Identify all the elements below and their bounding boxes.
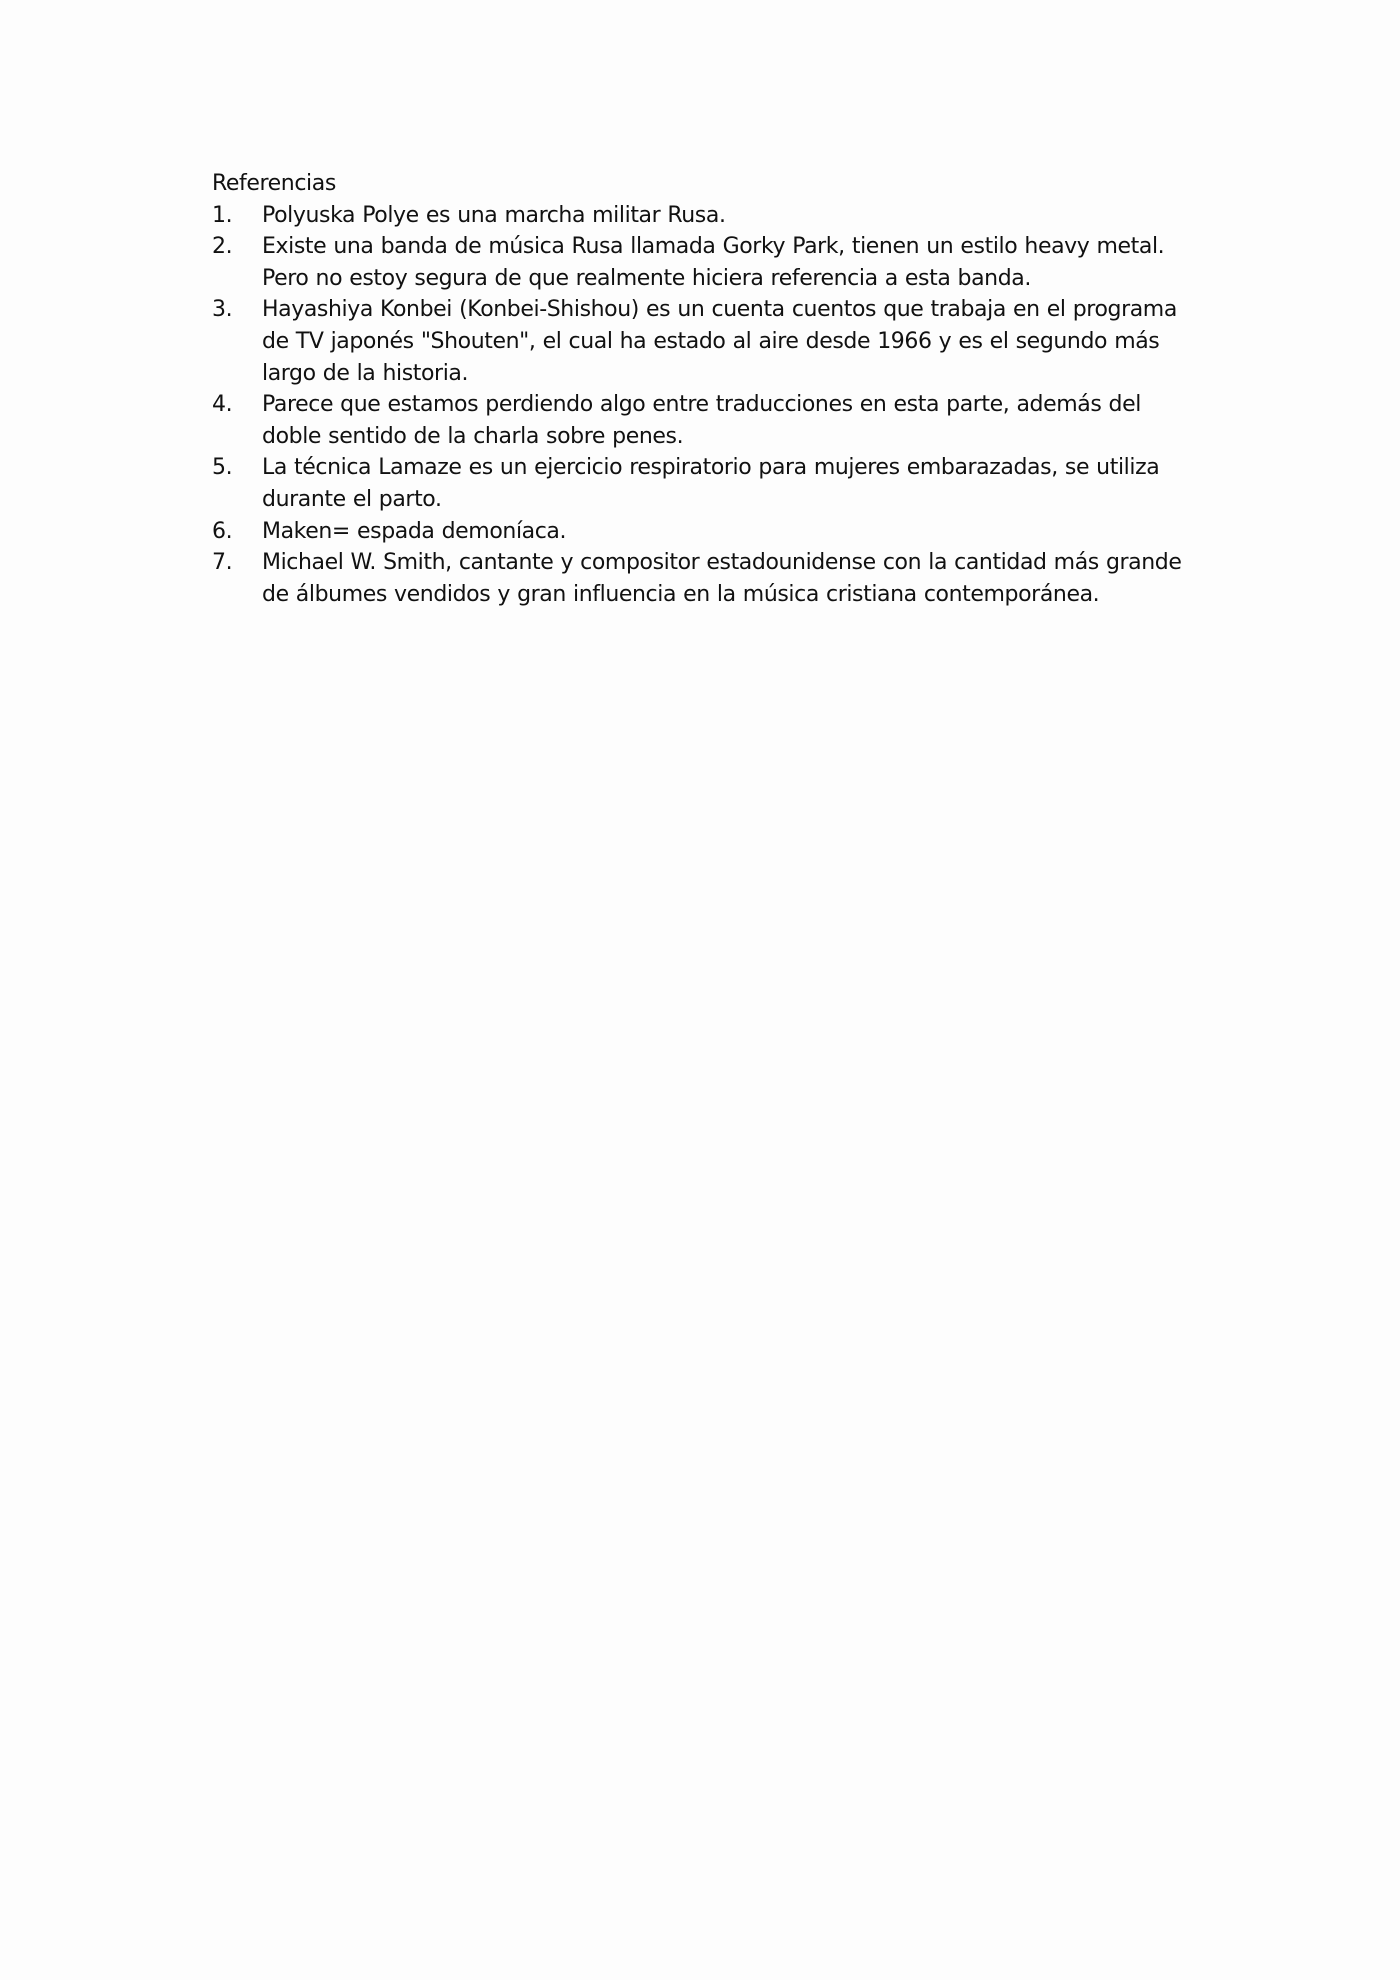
reference-text: Parece que estamos perdiendo algo entre traducciones en esta parte, además del doble sentido de la charla sobre penes.: [262, 392, 1141, 449]
references-section: [212, 168, 1192, 610]
reference-number: 3.: [212, 297, 233, 323]
reference-item: [212, 389, 1192, 452]
reference-item: [212, 200, 1192, 232]
reference-text: Maken= espada demoníaca.: [262, 518, 567, 544]
references-list: [212, 200, 1192, 611]
reference-number: 7.: [212, 550, 233, 576]
references-heading: Referencias: [212, 171, 336, 196]
reference-number: 6.: [212, 518, 233, 544]
reference-text: Hayashiya Konbei (Konbei-Shishou) es un cuenta cuentos que trabaja en el programa de TV japonés "Shouten", el cual ha estado al aire desde 1966 y es el segundo más largo de la historia.: [262, 297, 1177, 386]
reference-number: 1.: [212, 202, 233, 228]
reference-item: [212, 547, 1192, 610]
reference-number: 5.: [212, 455, 233, 481]
reference-item: [212, 294, 1192, 389]
reference-item: [212, 231, 1192, 294]
reference-number: 2.: [212, 234, 233, 260]
reference-item: [212, 452, 1192, 515]
reference-item: [212, 516, 1192, 548]
reference-number: 4.: [212, 392, 233, 418]
reference-text: Michael W. Smith, cantante y compositor estadounidense con la cantidad más grande de álbumes vendidos y gran influencia en la música cristiana contemporánea.: [262, 550, 1182, 607]
reference-text: Polyuska Polye es una marcha militar Rusa.: [262, 202, 726, 228]
reference-text: La técnica Lamaze es un ejercicio respiratorio para mujeres embarazadas, se utiliza durante el parto.: [262, 455, 1160, 512]
reference-text: Existe una banda de música Rusa llamada Gorky Park, tienen un estilo heavy metal. Pero no estoy segura de que realmente hiciera referencia a esta banda.: [262, 234, 1165, 291]
